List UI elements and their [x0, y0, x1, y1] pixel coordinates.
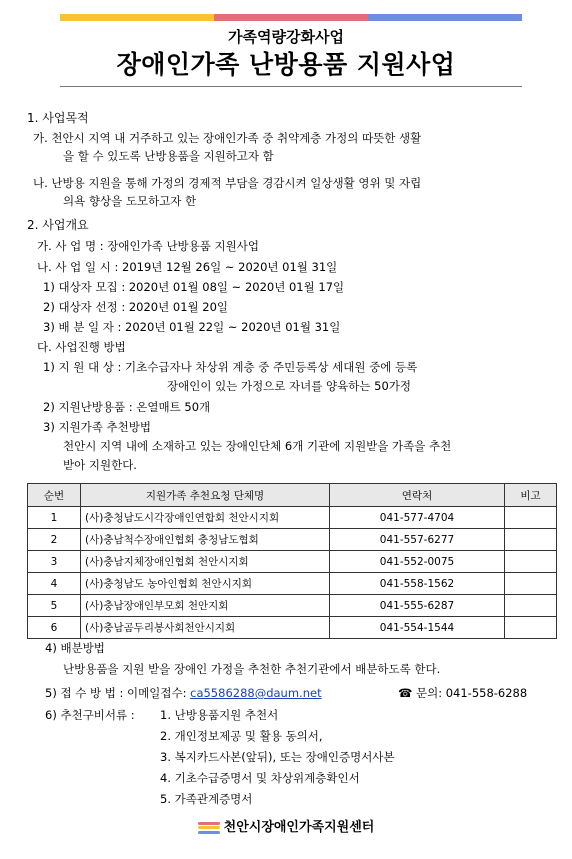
row-note — [505, 551, 557, 573]
row-contact: 041-554-1544 — [330, 617, 505, 639]
doc-item-2: 2. 개인정보제공 및 활용 동의서, — [160, 729, 323, 743]
row-organization: (사)충청남도 농아인협회 천안시지회 — [81, 573, 330, 595]
row-organization: (사)충남장애인부모회 천안지회 — [81, 595, 330, 617]
title-divider — [60, 86, 522, 87]
footer-org-name: 천안시장애인가족지원센터 — [223, 820, 375, 835]
row-organization: (사)충남척수장애인협회 충청남도협회 — [81, 529, 330, 551]
header-color-bar — [60, 14, 522, 21]
row-note — [505, 507, 557, 529]
doc-item-4: 4. 기초수급증명서 및 차상위계층확인서 — [160, 771, 360, 785]
recommend-method-line2: 받아 지원한다. — [63, 458, 137, 472]
table-row — [28, 529, 557, 551]
row-note — [505, 617, 557, 639]
col-note: 비고 — [505, 484, 557, 507]
table-row — [28, 595, 557, 617]
project-period: 나. 사 업 일 시 : 2019년 12월 26일 ~ 2020년 01월 31일 — [37, 260, 338, 274]
purpose-item-b-line2: 의욕 향상을 도모하고자 한 — [63, 194, 197, 208]
distribution-method-text: 난방용품을 지원 받을 장애인 가정을 추천한 추천기관에서 배분하도록 한다. — [63, 662, 441, 676]
row-organization: (사)충남곰두리봉사회천안시지회 — [81, 617, 330, 639]
section-2-heading: 2. 사업개요 — [27, 218, 89, 232]
table-row — [28, 573, 557, 595]
row-contact: 041-555-6287 — [330, 595, 505, 617]
reception-label: 5) 접 수 방 법 : 이메일접수: — [45, 686, 191, 700]
row-note — [505, 595, 557, 617]
row-number: 1 — [28, 507, 81, 529]
doc-item-5: 5. 가족관계증명서 — [160, 792, 253, 806]
recommend-method-heading: 3) 지원가족 추천방법 — [43, 420, 151, 434]
doc-item-3: 3. 복지카드사본(앞뒤), 또는 장애인증명서사본 — [160, 750, 395, 764]
distribution-method-heading: 4) 배분방법 — [45, 641, 105, 655]
table-header-row — [28, 484, 557, 507]
row-number: 2 — [28, 529, 81, 551]
col-number: 순번 — [28, 484, 81, 507]
footer-organization — [0, 816, 572, 835]
col-organization: 지원가족 추천요청 단체명 — [81, 484, 330, 507]
doc-item-1: 1. 난방용품지원 추천서 — [160, 708, 279, 722]
required-docs-label: 6) 추천구비서류 : — [45, 708, 135, 722]
row-organization: (사)충청남도시각장애인연합회 천안시지회 — [81, 507, 330, 529]
table-row — [28, 617, 557, 639]
row-number: 6 — [28, 617, 81, 639]
organization-logo-icon — [198, 822, 220, 834]
document-title: 장애인가족 난방용품 지원사업 — [116, 50, 456, 79]
reception-method — [45, 686, 322, 701]
document-subtitle: 가족역량강화사업 — [228, 28, 344, 46]
purpose-item-b-line1: 나. 난방용 지원을 통해 가정의 경제적 부담을 경감시켜 일상생활 영위 및 자립 — [33, 176, 422, 190]
recommend-method-line1: 천안시 지역 내에 소재하고 있는 장애인단체 6개 기관에 지원받을 가족을 추천 — [63, 439, 452, 453]
row-contact: 041-552-0075 — [330, 551, 505, 573]
table-row — [28, 507, 557, 529]
organization-table — [27, 483, 557, 639]
email-link[interactable]: ca5586288@daum.net — [190, 686, 322, 700]
header-bar-blue — [368, 14, 522, 21]
header-bar-yellow — [60, 14, 214, 21]
row-number: 4 — [28, 573, 81, 595]
row-contact: 041-577-4704 — [330, 507, 505, 529]
header-bar-pink — [214, 14, 368, 21]
distribution-period: 3) 배 분 일 자 : 2020년 01월 22일 ~ 2020년 01월 31일 — [43, 320, 341, 334]
support-item: 2) 지원난방용품 : 온열매트 50개 — [43, 400, 211, 414]
recruit-period: 1) 대상자 모집 : 2020년 01월 08일 ~ 2020년 01월 17일 — [43, 280, 345, 294]
project-name: 가. 사 업 명 : 장애인가족 난방용품 지원사업 — [37, 239, 259, 253]
purpose-item-a-line2: 을 할 수 있도록 난방용품을 지원하고자 함 — [63, 149, 274, 163]
selection-date: 2) 대상자 선정 : 2020년 01월 20일 — [43, 300, 229, 314]
inquiry-phone: ☎ 문의: 041-558-6288 — [398, 686, 528, 700]
row-contact: 041-557-6277 — [330, 529, 505, 551]
purpose-item-a-line1: 가. 천안시 지역 내 거주하고 있는 장애인가족 중 취약계층 가정의 따뜻한 생활 — [33, 131, 422, 145]
target-line1: 1) 지 원 대 상 : 기초수급자나 차상위 계층 중 주민등록상 세대원 중에 등록 — [43, 360, 418, 374]
row-number: 3 — [28, 551, 81, 573]
section-1-heading: 1. 사업목적 — [27, 111, 89, 125]
row-number: 5 — [28, 595, 81, 617]
table-row — [28, 551, 557, 573]
target-line2: 장애인이 있는 가정으로 자녀를 양육하는 50가정 — [167, 379, 411, 393]
row-contact: 041-558-1562 — [330, 573, 505, 595]
method-heading: 다. 사업진행 방법 — [37, 340, 126, 354]
col-contact: 연락처 — [330, 484, 505, 507]
row-organization: (사)충남지체장애인협회 천안시지회 — [81, 551, 330, 573]
row-note — [505, 529, 557, 551]
row-note — [505, 573, 557, 595]
